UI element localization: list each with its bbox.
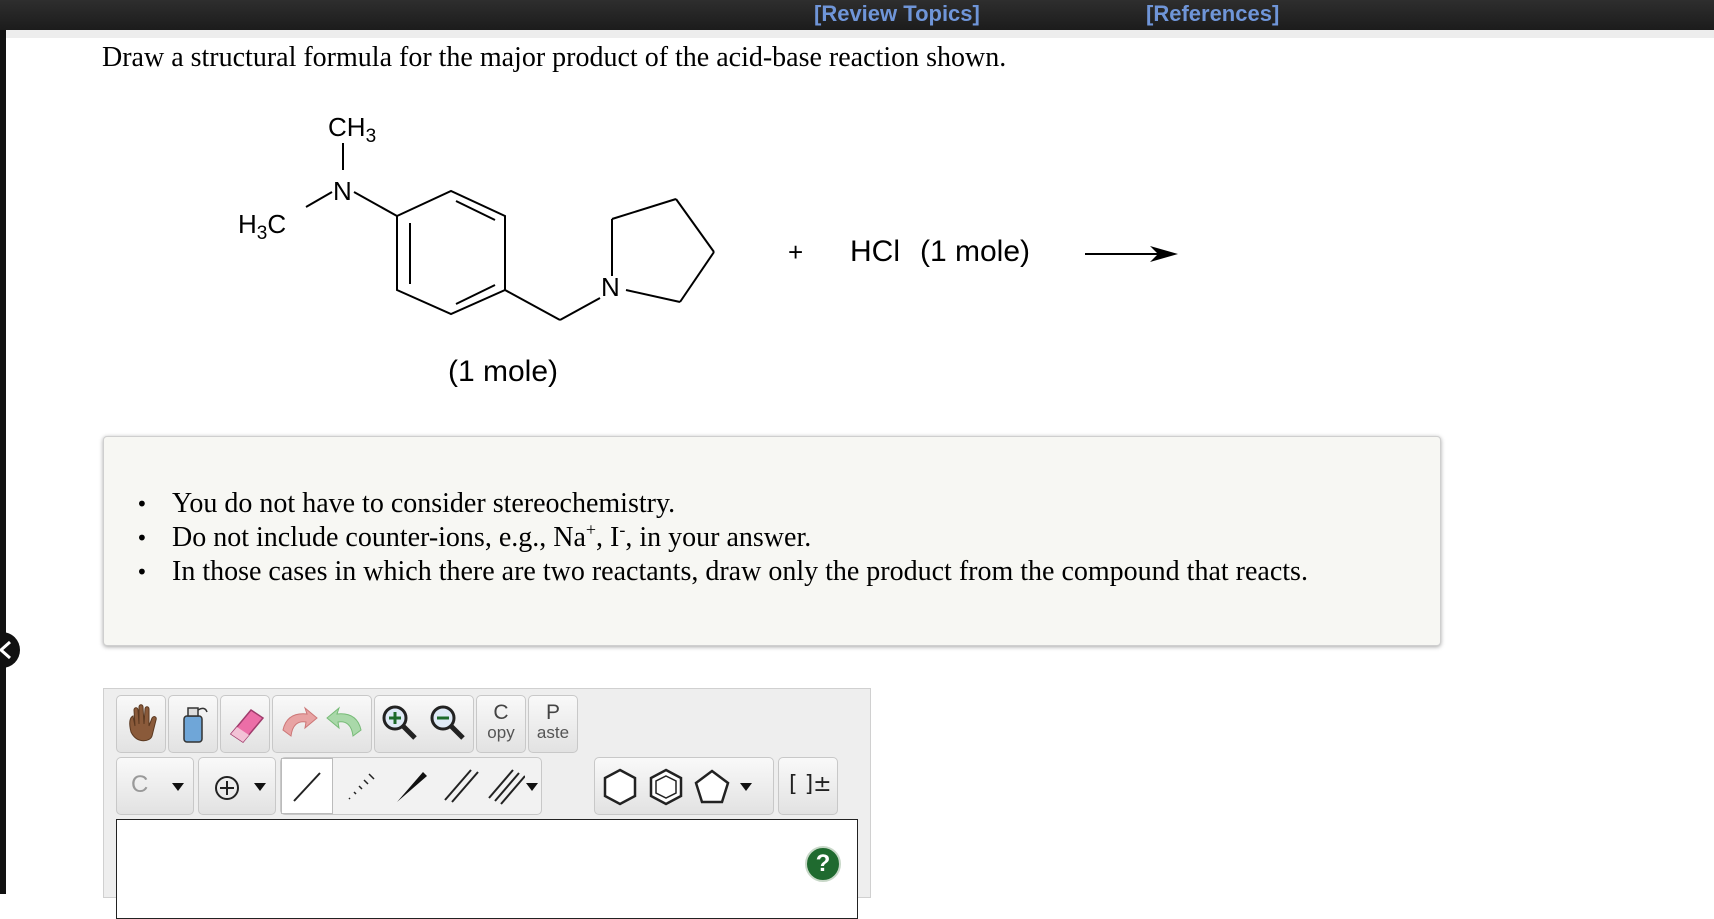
ring-tools-group: [594, 757, 774, 815]
reagent-amount-label: (1 mole): [920, 235, 1031, 268]
references-link[interactable]: [References]: [1146, 1, 1280, 26]
collapse-panel-button[interactable]: [0, 632, 20, 668]
instruction-text: In those cases in which there are two reactants, draw only the product from the compound that reacts.: [172, 556, 1308, 587]
single-bond-button[interactable]: [281, 758, 333, 814]
pentagon-icon[interactable]: [691, 766, 733, 808]
dropdown-arrow-icon[interactable]: [253, 782, 267, 792]
copy-button[interactable]: [476, 695, 526, 753]
undo-redo-icons: [273, 696, 371, 752]
question-text: Draw a structural formula for the major product of the acid-base reaction shown.: [102, 42, 1007, 73]
hand-icon: [117, 696, 165, 752]
double-bond-icon[interactable]: [437, 758, 485, 814]
paste-button[interactable]: [528, 695, 578, 753]
instruction-text: You do not have to consider stereochemistry.: [172, 488, 676, 519]
methyl-label-left: $H_3C$: [238, 209, 287, 244]
benzene-icon[interactable]: [645, 766, 687, 808]
collapse-chevron-icon: [0, 640, 14, 660]
bond-tools-group: [280, 757, 542, 815]
review-topics-link[interactable]: [Review Topics]: [814, 1, 980, 26]
bracket-icon: [ ]±: [789, 772, 832, 797]
clear-tool-button[interactable]: [168, 695, 218, 753]
reactant-amount-label: (1 mole): [448, 355, 559, 388]
eraser-bottle-icon: [169, 696, 217, 752]
instructions-list: [172, 487, 1308, 589]
eraser-icon: [221, 696, 269, 752]
reagent-label: HCl: [850, 235, 900, 268]
help-icon: ?: [815, 850, 831, 877]
wedge-bond-icon[interactable]: [387, 758, 435, 814]
redo-icon[interactable]: [327, 708, 361, 736]
dropdown-arrow-icon[interactable]: [525, 782, 539, 792]
zoom-icons: [375, 696, 473, 752]
instructions-box: [103, 436, 1441, 646]
single-bond-icon: [282, 759, 332, 813]
copy-label-rest: opy: [487, 723, 515, 742]
hexagon-icon[interactable]: [599, 766, 641, 808]
atom-label: C: [131, 771, 149, 798]
charge-plus-icon: [213, 774, 241, 802]
zoom-in-icon[interactable]: [384, 707, 415, 738]
methyl-label-top: $CH_3$: [328, 112, 377, 147]
instruction-item: [172, 487, 1308, 521]
reaction-scheme: [0, 0, 1714, 420]
undo-icon[interactable]: [283, 708, 317, 736]
instruction-text: Do not include counter-ions, e.g., Na: [172, 522, 586, 553]
charge-selector[interactable]: [198, 757, 276, 815]
amine-nitrogen-label: N: [333, 176, 352, 206]
dropdown-arrow-icon[interactable]: [171, 782, 185, 792]
plus-sign: +: [788, 237, 804, 267]
instruction-item: [172, 555, 1308, 589]
instruction-text: , in your answer.: [625, 522, 812, 553]
structure-editor: [103, 688, 871, 898]
instruction-item: [172, 521, 1308, 555]
superscript-minus: -: [619, 519, 626, 540]
dashed-bond-icon[interactable]: [337, 758, 385, 814]
undo-redo-group: [272, 695, 372, 753]
erase-tool-button[interactable]: [220, 695, 270, 753]
pyrrolidine-nitrogen-label: N: [601, 272, 620, 302]
dropdown-arrow-icon[interactable]: [739, 782, 753, 792]
move-tool-button[interactable]: [116, 695, 166, 753]
paste-label-initial: P: [545, 701, 560, 724]
bracket-tool-button[interactable]: [778, 757, 838, 815]
help-button[interactable]: [805, 846, 841, 882]
superscript-plus: +: [585, 519, 597, 540]
zoom-group: [374, 695, 474, 753]
zoom-out-icon[interactable]: [432, 707, 463, 738]
instruction-text: , I: [596, 522, 620, 553]
paste-label-rest: aste: [536, 723, 570, 742]
triple-bond-icon[interactable]: [485, 758, 525, 814]
molecule-bonds: [306, 143, 1158, 320]
atom-selector[interactable]: [116, 757, 194, 815]
drawing-canvas[interactable]: [116, 819, 858, 919]
copy-label-initial: C: [493, 701, 509, 724]
